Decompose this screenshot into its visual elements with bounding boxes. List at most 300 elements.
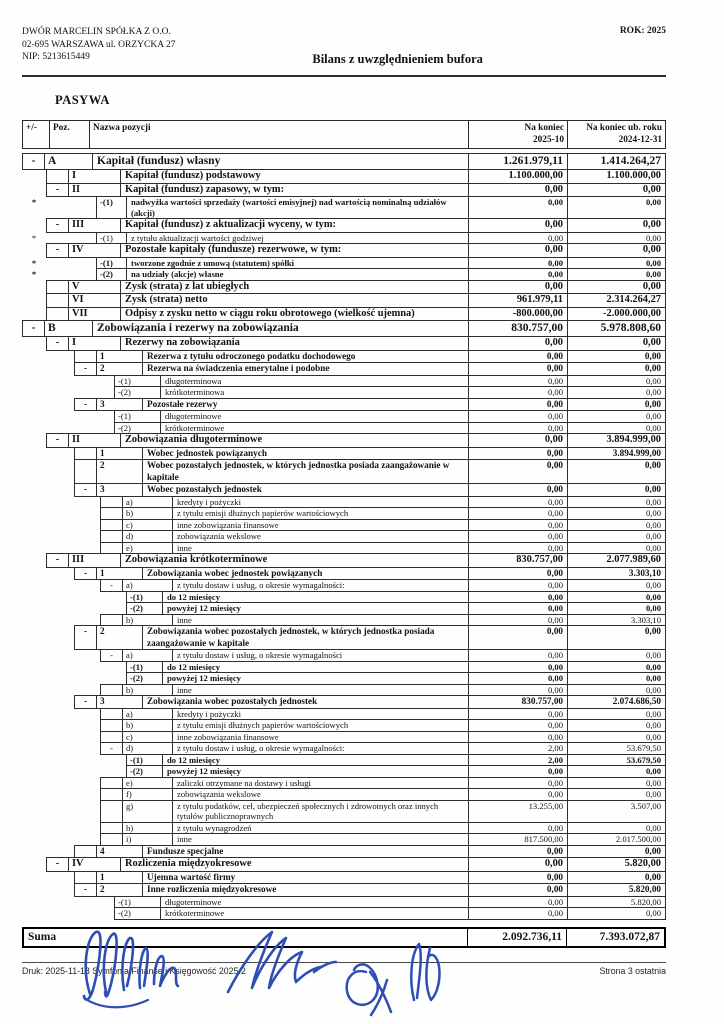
value-previous: 0,00	[567, 732, 665, 743]
value-previous: 0,00	[567, 650, 665, 661]
position-name: inne zobowiązania finansowe	[177, 731, 279, 742]
plus-minus-indicator	[22, 778, 46, 790]
indent-spacer	[46, 363, 74, 376]
value-current: 0,00	[468, 766, 567, 777]
row-box	[46, 307, 666, 322]
indent-spacer	[46, 351, 74, 364]
position-label: g)	[123, 801, 173, 822]
value-current: 0,00	[468, 434, 567, 447]
position-label: VI	[69, 294, 121, 307]
value-current: 0,00	[468, 387, 567, 398]
value-current: 0,00	[468, 662, 567, 673]
position-name: Zobowiązania długoterminowe	[125, 434, 263, 445]
indent-spacer	[46, 662, 126, 674]
value-previous: 2.017.500,00	[567, 834, 665, 845]
indent-spacer	[46, 884, 74, 897]
indent-spacer	[46, 709, 100, 721]
period2-caption: Na koniec ub. roku	[586, 123, 662, 133]
plus-minus-indicator	[22, 363, 46, 376]
value-previous: 1.414.264,27	[567, 154, 665, 169]
position-label: III	[69, 554, 121, 567]
plus-minus-indicator	[22, 720, 46, 732]
table-row	[22, 170, 666, 184]
row-box	[74, 845, 666, 859]
collapse-marker: -	[75, 884, 97, 896]
row-box	[46, 336, 666, 351]
value-previous: 3.894.999,00	[567, 448, 665, 460]
plus-minus-indicator: *	[31, 257, 37, 268]
position-label: 3	[97, 696, 143, 708]
position-name: z tytułu dostaw i usług, o okresie wymagalności:	[177, 743, 345, 753]
position-name: z tytułu dostaw i usług, o okresie wymagalności:	[177, 580, 345, 590]
row-box	[74, 567, 666, 581]
position-name: do 12 miesięcy	[167, 591, 220, 602]
collapse-marker: -	[47, 184, 69, 197]
indent-spacer	[46, 778, 100, 790]
plus-minus-indicator	[22, 351, 46, 364]
value-current: 0,00	[468, 531, 567, 542]
position-label: -(2)	[115, 908, 161, 919]
value-previous: 0,00	[567, 351, 665, 363]
plus-minus-indicator	[22, 696, 46, 709]
value-current: 830.757,00	[468, 321, 567, 336]
plus-minus-indicator	[22, 423, 46, 435]
value-previous: 0,00	[567, 543, 665, 554]
value-previous: 0,00	[567, 219, 665, 232]
indent-spacer	[46, 872, 74, 885]
position-name: Rezerwa z tytułu odroczonego podatku dochodowego	[147, 350, 356, 361]
plus-minus-indicator	[22, 626, 46, 650]
collapse-marker	[47, 308, 69, 321]
collapse-marker	[101, 720, 123, 731]
value-previous: 0,00	[567, 778, 665, 789]
collapse-marker	[101, 801, 123, 822]
collapse-marker: -	[75, 363, 97, 375]
position-label: d)	[123, 743, 173, 754]
plus-minus-indicator	[22, 732, 46, 744]
value-previous: 0,00	[567, 423, 665, 434]
collapse-marker: -	[75, 568, 97, 580]
value-previous: 3.303,10	[567, 568, 665, 580]
plus-minus-indicator	[22, 376, 46, 388]
value-previous: 0,00	[567, 244, 665, 257]
value-previous: 0,00	[567, 281, 665, 294]
position-name: Zobowiązania wobec jednostek powiązanych	[147, 567, 323, 578]
position-name: kredyty i pożyczki	[177, 496, 241, 507]
value-previous: 2.074.686,50	[567, 696, 665, 708]
plus-minus-indicator	[22, 673, 46, 685]
collapse-marker: -	[47, 858, 69, 871]
position-name: Rezerwa na świadczenia emerytalne i podobne	[147, 363, 330, 373]
position-label: -(1)	[127, 662, 163, 673]
position-label: II	[69, 434, 121, 447]
value-current: 1.100.000,00	[468, 170, 567, 183]
signature-3	[347, 964, 391, 1015]
table-row	[22, 154, 666, 170]
value-current: 0,00	[468, 580, 567, 591]
value-previous: 0,00	[567, 376, 665, 387]
position-name: krótkoterminowe	[165, 422, 225, 433]
value-current: 0,00	[468, 281, 567, 294]
position-label: 3	[97, 399, 143, 411]
position-label: -(1)	[115, 376, 161, 387]
row-box	[100, 800, 666, 823]
position-label: -(2)	[97, 269, 127, 280]
row-box	[74, 483, 666, 497]
value-previous: 2.314.264,27	[567, 294, 665, 307]
indent-spacer	[46, 399, 74, 412]
indent-spacer	[46, 484, 74, 497]
indent-spacer	[46, 508, 100, 520]
row-box	[46, 293, 666, 308]
value-previous: 3.894.999,00	[567, 434, 665, 447]
value-current: 830.757,00	[468, 696, 567, 708]
column-header-period1	[468, 121, 567, 148]
plus-minus-indicator	[22, 294, 46, 308]
position-name: inne	[177, 542, 192, 553]
table-row	[22, 219, 666, 233]
position-name: inne	[177, 614, 192, 625]
position-name: Zobowiązania wobec pozostałych jednostek	[147, 696, 318, 706]
position-label: 1	[97, 448, 143, 460]
collapse-marker: -	[47, 337, 69, 350]
value-current: 0,00	[468, 219, 567, 232]
position-label: V	[69, 281, 121, 294]
table-row	[22, 197, 666, 219]
position-name: do 12 miesięcy	[167, 661, 220, 672]
collapse-marker	[101, 520, 123, 531]
value-current: 2,00	[468, 743, 567, 754]
position-label: a)	[123, 497, 173, 508]
plus-minus-indicator	[22, 387, 46, 399]
row-box	[74, 362, 666, 376]
position-name: Zobowiązania krótkoterminowe	[125, 554, 268, 565]
signature-2	[228, 932, 336, 992]
position-label: 4	[97, 846, 143, 858]
plus-minus-indicator: *	[31, 232, 37, 243]
value-previous: 0,00	[567, 399, 665, 411]
collapse-marker: -	[101, 743, 123, 754]
position-name: inne zobowiązania finansowe	[177, 519, 279, 530]
position-name: krótkoterminowe	[165, 908, 225, 918]
collapse-marker	[101, 823, 123, 834]
value-previous: 53.679,50	[567, 743, 665, 754]
period1-date: 2025-10	[533, 134, 564, 145]
plus-minus-indicator	[22, 281, 46, 295]
print-info: Druk: 2025-11-18 Symfonia Finanse i Księgowość 2025.2	[22, 965, 246, 976]
plus-minus-indicator	[22, 219, 46, 233]
position-label: -(1)	[115, 897, 161, 908]
plus-minus-indicator	[22, 709, 46, 721]
plus-minus-indicator	[22, 337, 46, 351]
company-block	[22, 26, 175, 64]
table-row	[22, 626, 666, 650]
collapse-marker	[101, 789, 123, 800]
position-label: B	[45, 321, 93, 336]
section-title: PASYWA	[55, 93, 110, 107]
table-row	[22, 858, 666, 872]
position-name: Inne rozliczenia międzyokresowe	[147, 884, 277, 894]
indent-spacer	[46, 897, 114, 909]
plus-minus-indicator	[22, 846, 46, 859]
collapse-marker: -	[75, 626, 97, 649]
value-previous: 5.820,00	[567, 858, 665, 871]
position-label: f)	[123, 789, 173, 800]
value-previous: 0,00	[567, 337, 665, 350]
position-name: z tytułu wynagrodzeń	[177, 822, 252, 833]
collapse-marker	[75, 846, 97, 858]
plus-minus-indicator	[22, 662, 46, 674]
value-previous: 0,00	[567, 908, 665, 919]
position-name: Kapitał (fundusz) z aktualizacji wyceny, w tym:	[125, 219, 336, 230]
year-label: ROK: 2025	[619, 26, 666, 36]
collapse-marker: -	[75, 484, 97, 496]
position-label: b)	[123, 615, 173, 626]
row-box	[46, 169, 666, 184]
table-row	[22, 460, 666, 484]
position-label: 2	[97, 460, 143, 483]
position-name: Wobec pozostałych jednostek, w których jednostka posiada zaangażowanie w kapitale	[147, 460, 450, 482]
position-label: b)	[123, 720, 173, 731]
position-label: I	[69, 170, 121, 183]
plus-minus-indicator	[22, 448, 46, 461]
position-name: Kapitał (fundusz) własny	[97, 155, 221, 167]
indent-spacer	[46, 258, 96, 270]
position-label: b)	[123, 508, 173, 519]
position-name: Fundusze specjalne	[147, 845, 224, 856]
position-name: na udziały (akcje) własne	[131, 269, 224, 279]
position-name: Kapitał (fundusz) zapasowy, w tym:	[125, 183, 285, 195]
plus-minus-indicator	[22, 615, 46, 627]
plus-minus-indicator	[22, 789, 46, 801]
company-nip: NIP: 5213615449	[22, 52, 90, 62]
position-label: a)	[123, 709, 173, 720]
row-box	[74, 447, 666, 461]
plus-minus-indicator	[22, 580, 46, 592]
position-label: a)	[123, 650, 173, 661]
value-previous: 0,00	[567, 720, 665, 731]
indent-spacer	[46, 696, 74, 709]
collapse-marker	[47, 294, 69, 307]
collapse-marker	[75, 460, 97, 483]
value-current: 961.979,11	[468, 294, 567, 307]
position-name: zobowiązania wekslowe	[177, 531, 261, 541]
row-box	[46, 243, 666, 258]
company-address: 02-695 WARSZAWA ul. ORZYCKA 27	[22, 39, 176, 50]
table-row	[22, 308, 666, 322]
value-current: 0,00	[468, 603, 567, 614]
position-name: kredyty i pożyczki	[177, 708, 241, 719]
position-name: Pozostałe kapitały (fundusze) rezerwowe, w tym:	[125, 244, 342, 255]
value-previous: 0,00	[567, 508, 665, 519]
value-previous: 0,00	[567, 184, 665, 197]
plus-minus-indicator	[22, 308, 46, 322]
collapse-marker: -	[75, 696, 97, 708]
header-divider	[22, 75, 666, 77]
row-box	[74, 625, 666, 650]
plus-minus-indicator	[22, 858, 46, 872]
value-current: 0,00	[468, 497, 567, 508]
value-previous: -2.000.000,00	[567, 308, 665, 321]
value-previous: 0,00	[567, 603, 665, 614]
value-previous: 0,00	[567, 709, 665, 720]
position-name: z tytułu aktualizacji wartości godziwej	[131, 232, 264, 243]
position-label: -(1)	[97, 258, 127, 269]
indent-spacer	[46, 823, 100, 835]
value-previous: 0,00	[567, 580, 665, 591]
position-name: powyżej 12 miesięcy	[167, 603, 241, 613]
plus-minus-indicator	[22, 650, 46, 662]
value-current: 0,00	[468, 269, 567, 280]
value-previous: 0,00	[567, 662, 665, 673]
value-current: 0,00	[468, 897, 567, 908]
value-current: 0,00	[468, 568, 567, 580]
position-label: 1	[97, 568, 143, 580]
value-current: 0,00	[468, 846, 567, 858]
collapse-marker	[101, 497, 123, 508]
row-box	[46, 218, 666, 233]
collapse-marker: -	[101, 650, 123, 661]
value-previous: 0,00	[567, 387, 665, 398]
position-label: -(1)	[127, 755, 163, 766]
plus-minus-indicator	[22, 603, 46, 615]
value-current: 2,00	[468, 755, 567, 766]
position-name: z tytułu emisji dłużnych papierów wartościowych	[177, 720, 349, 730]
plus-minus-indicator	[22, 823, 46, 835]
value-previous: 0,00	[567, 766, 665, 777]
value-current: 830.757,00	[468, 554, 567, 567]
indent-spacer	[46, 520, 100, 532]
indent-spacer	[46, 650, 100, 662]
row-box	[74, 398, 666, 412]
indent-spacer	[46, 531, 100, 543]
position-label: A	[45, 154, 93, 169]
position-name: inne	[177, 834, 192, 844]
row-box	[74, 871, 666, 885]
plus-minus-indicator	[22, 685, 46, 697]
value-current: 0,00	[468, 460, 567, 483]
table-row	[22, 184, 666, 198]
value-current: 0,00	[468, 244, 567, 257]
value-current: 0,00	[468, 508, 567, 519]
collapse-marker	[47, 281, 69, 294]
row-box	[46, 433, 666, 448]
plus-minus-indicator: *	[31, 269, 37, 279]
position-label: I	[69, 337, 121, 350]
total-value-current: 2.092.736,11	[467, 929, 566, 946]
value-previous: 3.303,10	[567, 615, 665, 626]
value-previous: 0,00	[567, 673, 665, 684]
value-current: 0,00	[468, 823, 567, 834]
plus-minus-indicator: *	[31, 197, 37, 207]
value-current: 0,00	[468, 709, 567, 720]
value-current: 0,00	[468, 184, 567, 197]
plus-minus-indicator	[22, 908, 46, 920]
position-label: II	[69, 184, 121, 197]
plus-minus-indicator	[22, 755, 46, 767]
value-previous: 0,00	[567, 872, 665, 884]
collapse-marker	[101, 685, 123, 696]
position-label: 2	[97, 884, 143, 896]
plus-minus-indicator	[22, 531, 46, 543]
value-previous: 0,00	[567, 520, 665, 531]
column-header-pm: +/-	[23, 121, 50, 148]
position-name: krótkoterminowa	[165, 387, 225, 397]
position-label: -(2)	[115, 423, 161, 434]
plus-minus-indicator	[22, 170, 46, 184]
value-previous: 0,00	[567, 197, 665, 218]
value-previous: 0,00	[567, 789, 665, 800]
indent-spacer	[46, 448, 74, 461]
value-current: 0,00	[468, 778, 567, 789]
value-current: 0,00	[468, 615, 567, 626]
position-label: IV	[69, 244, 121, 257]
table-row	[22, 321, 666, 337]
collapse-marker: -	[47, 244, 69, 257]
value-previous: 0,00	[567, 626, 665, 649]
position-label: 3	[97, 484, 143, 496]
position-name: Pozostałe rezerwy	[147, 398, 218, 409]
value-current: 0,00	[468, 720, 567, 731]
collapse-marker	[75, 351, 97, 363]
row-box	[46, 553, 666, 568]
value-previous: 1.100.000,00	[567, 170, 665, 183]
table-row	[22, 294, 666, 308]
position-label: 1	[97, 872, 143, 884]
position-label: III	[69, 219, 121, 232]
position-label: IV	[69, 858, 121, 871]
table-header	[22, 120, 666, 149]
plus-minus-indicator	[22, 543, 46, 555]
value-previous: 0,00	[567, 592, 665, 603]
value-previous: 0,00	[567, 233, 665, 244]
indent-spacer	[46, 755, 126, 767]
value-current: 0,00	[468, 448, 567, 460]
position-name: powyżej 12 miesięcy	[167, 766, 241, 776]
position-label: -(1)	[97, 233, 127, 244]
collapse-marker	[75, 872, 97, 884]
collapse-marker	[101, 778, 123, 789]
page-number: Strona 3 ostatnia	[599, 965, 666, 976]
position-label: h)	[123, 823, 173, 834]
plus-minus-indicator	[22, 554, 46, 568]
value-previous: 0,00	[567, 823, 665, 834]
position-name: inne	[177, 684, 192, 695]
position-label: -(1)	[127, 592, 163, 603]
collapse-marker	[101, 834, 123, 845]
indent-spacer	[46, 197, 96, 219]
position-label: 1	[97, 351, 143, 363]
value-current: 0,00	[468, 884, 567, 896]
company-name: DWÓR MARCELIN SPÓŁKA Z O.O.	[22, 27, 171, 37]
position-name: zaliczki otrzymane na dostawy i usługi	[177, 777, 311, 788]
collapse-marker	[101, 508, 123, 519]
position-name: długoterminowa	[165, 375, 222, 386]
row-box	[74, 459, 666, 484]
collapse-marker	[101, 531, 123, 542]
plus-minus-indicator	[22, 460, 46, 484]
value-previous: 0,00	[567, 411, 665, 422]
position-label: e)	[123, 778, 173, 789]
collapse-marker	[101, 615, 123, 626]
position-label: -(2)	[127, 673, 163, 684]
value-previous: 0,00	[567, 269, 665, 280]
value-current: 0,00	[468, 732, 567, 743]
row-box	[74, 350, 666, 364]
signatures-area	[60, 912, 480, 1024]
value-current: 0,00	[468, 673, 567, 684]
position-name: nadwyżka wartości sprzedaży (wartości emisyjnej) nad wartością nominalną udziałów (akcji)	[131, 197, 447, 218]
